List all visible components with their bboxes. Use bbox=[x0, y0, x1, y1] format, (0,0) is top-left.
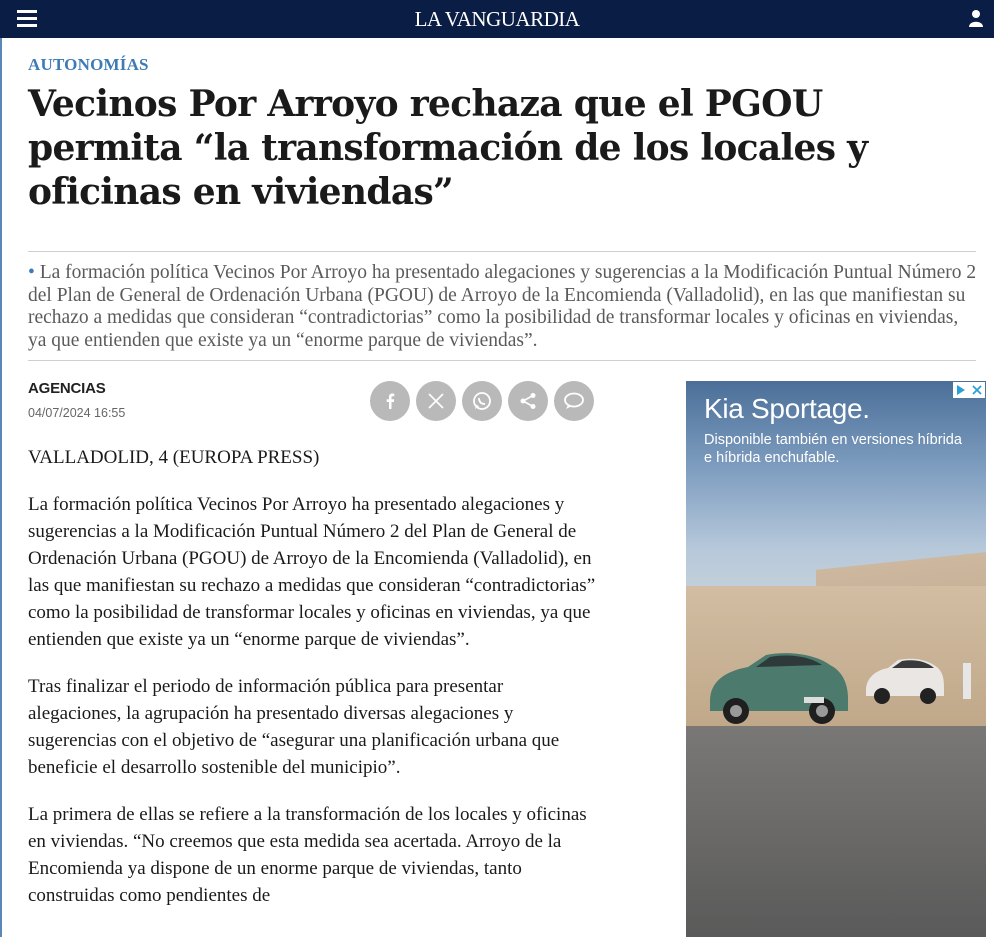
top-bar bbox=[0, 0, 994, 38]
ad-charger-image bbox=[963, 663, 971, 699]
user-icon[interactable] bbox=[968, 9, 984, 27]
divider bbox=[28, 360, 976, 361]
whatsapp-share-button[interactable] bbox=[462, 381, 502, 421]
article-headline: Vecinos Por Arroyo rechaza que el PGOU permita “la transformación de los locales y oficinas en viviendas” bbox=[28, 83, 868, 213]
ad-title: Kia Sportage. bbox=[704, 393, 870, 424]
ad-subtitle: Disponible también en versiones híbrida e híbrida enchufable. bbox=[704, 432, 962, 466]
article-paragraph: Tras finalizar el periodo de información pública para presentar alegaciones, la agrupación ha presentado diversas alegaciones y sugerencias con el objetivo de “asegurar una planificación urbana que beneficie el desarrollo sostenible del municipio”. bbox=[28, 676, 560, 778]
ad-car-image bbox=[862, 654, 946, 706]
x-icon bbox=[428, 393, 444, 409]
whatsapp-icon bbox=[472, 391, 492, 411]
facebook-icon bbox=[385, 393, 395, 409]
divider bbox=[28, 251, 976, 252]
article-body bbox=[28, 444, 598, 929]
author[interactable]: AGENCIAS bbox=[28, 380, 106, 397]
ad-ground-image bbox=[686, 726, 986, 937]
site-logo[interactable]: LA VANGUARDIA bbox=[414, 7, 580, 31]
publish-date: 04/07/2024 16:55 bbox=[28, 406, 126, 420]
ad-choices-button[interactable] bbox=[953, 382, 985, 398]
article-paragraph: La primera de ellas se refiere a la transformación de los locales y oficinas en viviendas. “No creemos que esta medida sea acertada. Arroyo de la Encomienda ya dispone de un enorme parque de viviendas, tanto construidas como pendientes de bbox=[28, 804, 587, 906]
article-summary bbox=[28, 262, 978, 352]
article-paragraph: VALLADOLID, 4 (EUROPA PRESS) bbox=[28, 447, 320, 468]
summary-text: La formación política Vecinos Por Arroyo ha presentado alegaciones y sugerencias a la Modificación Puntual Número 2 del Plan de General de Ordenación Urbana (PGOU) de Arroyo de la Encomienda (Valladolid), en las que manifiestan su rechazo a medidas que consideran “contradictorias” como la posibilidad de transformar locales y oficinas en viviendas, ya que entienden que existe ya un “enorme parque de viviendas”. bbox=[28, 262, 977, 351]
adchoices-icon bbox=[956, 384, 966, 396]
close-icon[interactable] bbox=[972, 385, 982, 395]
section-label[interactable]: AUTONOMÍAS bbox=[28, 55, 149, 74]
advertisement-banner[interactable] bbox=[686, 381, 986, 937]
share-button[interactable] bbox=[508, 381, 548, 421]
comment-icon bbox=[563, 392, 585, 410]
x-share-button[interactable] bbox=[416, 381, 456, 421]
share-icon bbox=[519, 392, 537, 410]
left-accent-line bbox=[0, 38, 2, 937]
facebook-share-button[interactable] bbox=[370, 381, 410, 421]
ad-car-image bbox=[704, 649, 850, 727]
comment-button[interactable] bbox=[554, 381, 594, 421]
article-paragraph: La formación política Vecinos Por Arroyo ha presentado alegaciones y sugerencias a la Modificación Puntual Número 2 del Plan de General de Ordenación Urbana (PGOU) de Arroyo de la Encomienda (Valladolid), en las que manifiestan su rechazo a medidas que consideran “contradictorias” como la posibilidad de transformar locales y oficinas en viviendas, ya que entienden que existe ya un “enorme parque de viviendas”. bbox=[28, 494, 596, 650]
summary-bullet: • bbox=[28, 262, 40, 283]
